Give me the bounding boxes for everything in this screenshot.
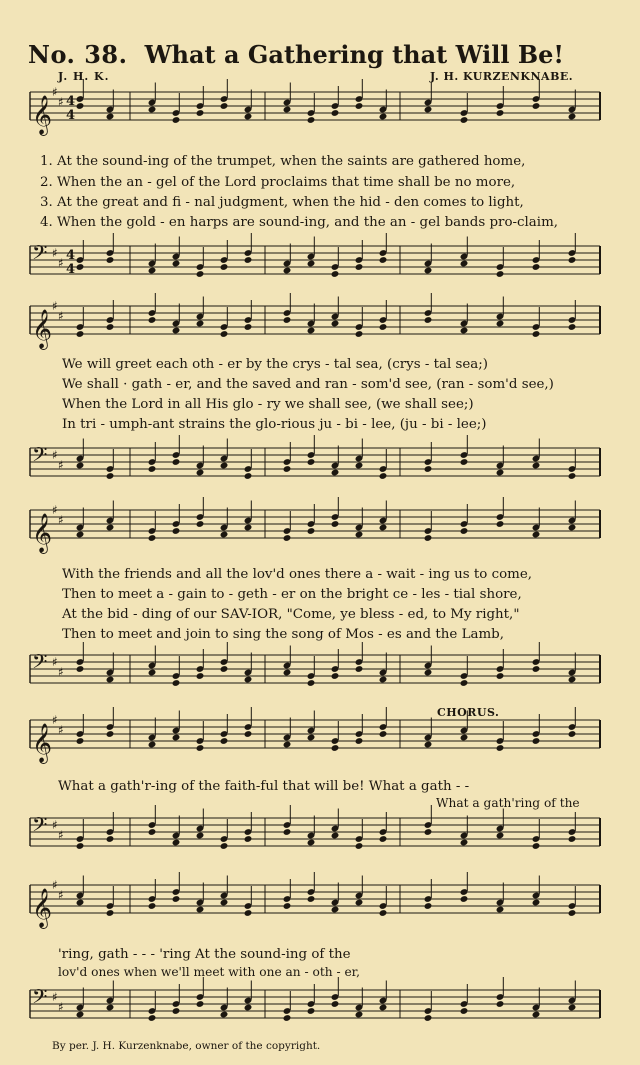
svg-text:♯: ♯ bbox=[52, 878, 58, 892]
svg-text:♯: ♯ bbox=[58, 309, 64, 323]
verse-1-line-2: We will greet each oth - er by the crys - tal sea, (crys - tal sea;) bbox=[62, 357, 489, 372]
svg-text:𝄞: 𝄞 bbox=[32, 309, 53, 349]
verse-4-line-1: 4. When the gold - en harps are sound-ing, and the an - gel bands pro-claim, bbox=[40, 215, 559, 230]
svg-text:♯: ♯ bbox=[52, 246, 58, 260]
svg-text:4: 4 bbox=[66, 248, 76, 263]
svg-text:𝄞: 𝄞 bbox=[32, 723, 53, 763]
treble-staff bbox=[0, 300, 640, 360]
verse-1-line-1: 1. At the sound-ing of the trumpet, when the saints are gathered home, bbox=[40, 154, 526, 169]
bass-staff bbox=[0, 812, 640, 872]
svg-text:♯: ♯ bbox=[58, 888, 64, 902]
chorus-lyric-line-1: What a gath'r-ing of the faith-ful that will be! What a gath - - bbox=[58, 779, 470, 794]
svg-text:4: 4 bbox=[66, 262, 76, 277]
svg-text:𝄢: 𝄢 bbox=[32, 241, 48, 269]
svg-text:𝄢: 𝄢 bbox=[32, 813, 48, 841]
bass-staff bbox=[0, 649, 640, 709]
verse-4-line-3: Then to meet and join to sing the song of Mos - es and the Lamb, bbox=[62, 627, 504, 642]
verse-2-line-1: 2. When the an - gel of the Lord proclaims that time shall be no more, bbox=[40, 175, 516, 190]
bass-staff bbox=[0, 442, 640, 502]
treble-staff bbox=[0, 879, 640, 939]
treble-staff bbox=[0, 714, 640, 774]
svg-text:♯: ♯ bbox=[52, 713, 58, 727]
chorus-alto-lyric-line-1: What a gath'ring of the bbox=[436, 796, 580, 810]
treble-staff bbox=[0, 504, 640, 564]
svg-text:♯: ♯ bbox=[52, 990, 58, 1004]
composer-credit: J. H. KURZENKNABE. bbox=[430, 70, 574, 83]
svg-text:♯: ♯ bbox=[52, 299, 58, 313]
verse-3-line-3: At the bid - ding of our SAV-IOR, "Come, ye bless - ed, to My right," bbox=[62, 607, 520, 622]
chorus-lyric-line-2: 'ring, gath - - - 'ring At the sound-ing of the bbox=[58, 947, 351, 962]
svg-text:♯: ♯ bbox=[58, 1000, 64, 1014]
svg-text:♯: ♯ bbox=[58, 828, 64, 842]
verse-2-line-3: Then to meet a - gain to - geth - er on the bright ce - les - tial shore, bbox=[62, 587, 522, 602]
hymn-title: What a Gathering that Will Be! bbox=[144, 40, 564, 69]
svg-text:4: 4 bbox=[66, 108, 76, 123]
verse-3-line-2: When the Lord in all His glo - ry we shall see, (we shall see;) bbox=[62, 397, 474, 412]
svg-text:𝄞: 𝄞 bbox=[32, 888, 53, 928]
svg-text:♯: ♯ bbox=[52, 85, 58, 99]
bass-staff bbox=[0, 240, 640, 300]
treble-staff bbox=[0, 86, 640, 146]
svg-text:𝄢: 𝄢 bbox=[32, 443, 48, 471]
svg-text:♯: ♯ bbox=[58, 95, 64, 109]
svg-text:𝄢: 𝄢 bbox=[32, 650, 48, 678]
svg-text:♯: ♯ bbox=[58, 256, 64, 270]
svg-text:𝄞: 𝄞 bbox=[32, 95, 53, 135]
svg-text:♯: ♯ bbox=[52, 503, 58, 517]
verse-4-line-2: In tri - umph-ant strains the glo-rious ju - bi - lee, (ju - bi - lee;) bbox=[62, 417, 487, 432]
hymn-number: No. 38. bbox=[28, 40, 128, 69]
verse-2-line-2: We shall · gath - er, and the saved and ran - som'd see, (ran - som'd see,) bbox=[62, 377, 554, 392]
copyright-footer: By per. J. H. Kurzenknabe, owner of the copyright. bbox=[52, 1040, 321, 1052]
svg-text:♯: ♯ bbox=[58, 723, 64, 737]
svg-text:𝄞: 𝄞 bbox=[32, 513, 53, 553]
svg-text:♯: ♯ bbox=[58, 513, 64, 527]
chorus-alto-lyric-line-2: lov'd ones when we'll meet with one an - oth - er, bbox=[58, 965, 361, 979]
verse-3-line-1: 3. At the great and fi - nal judgment, when the hid - den comes to light, bbox=[40, 195, 524, 210]
svg-text:♯: ♯ bbox=[52, 655, 58, 669]
hymn-heading bbox=[28, 40, 628, 69]
svg-text:𝄢: 𝄢 bbox=[32, 985, 48, 1013]
lyricist-credit: J. H. K. bbox=[58, 70, 110, 83]
chorus-label: CHORUS. bbox=[437, 706, 500, 719]
svg-text:♯: ♯ bbox=[58, 458, 64, 472]
svg-text:♯: ♯ bbox=[52, 448, 58, 462]
svg-text:♯: ♯ bbox=[52, 818, 58, 832]
svg-text:♯: ♯ bbox=[58, 665, 64, 679]
bass-staff bbox=[0, 984, 640, 1044]
verse-1-line-3: With the friends and all the lov'd ones there a - wait - ing us to come, bbox=[62, 567, 533, 582]
svg-text:4: 4 bbox=[66, 94, 76, 109]
